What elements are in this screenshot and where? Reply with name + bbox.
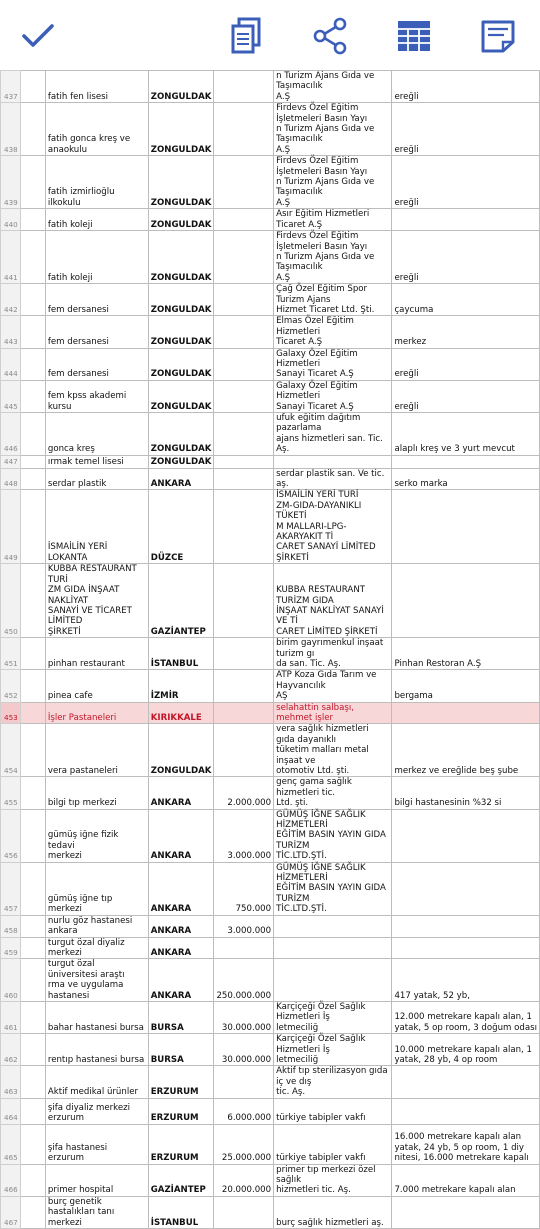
city-cell[interactable]: ERZURUM — [148, 1066, 214, 1098]
name-cell[interactable]: bahar hastanesi bursa — [45, 1001, 148, 1033]
amount-cell[interactable]: 30.000.000 — [214, 1001, 274, 1033]
note-cell[interactable]: 16.000 metrekare kapalı alan yatak, 24 yb, 5 op room, 1 diy nitesi, 16.000 metrekare kapalı — [392, 1124, 540, 1164]
row-number[interactable]: 459 — [1, 937, 21, 959]
empty-cell[interactable] — [20, 724, 45, 777]
table-row[interactable] — [1, 702, 540, 724]
company-cell[interactable]: vera sağlık hizmetleri gıda dayanıklı tüketim malları metal inşaat ve otomotiv Ltd. şti. — [274, 724, 392, 777]
amount-cell[interactable] — [214, 1196, 274, 1228]
table-row[interactable] — [1, 455, 540, 468]
row-number[interactable]: 439 — [1, 156, 21, 209]
empty-cell[interactable] — [20, 316, 45, 348]
city-cell[interactable]: GAZİANTEP — [148, 564, 214, 638]
city-cell[interactable]: ZONGULDAK — [148, 71, 214, 103]
name-cell[interactable]: fatih izmirlioğlu ilkokulu — [45, 156, 148, 209]
empty-cell[interactable] — [20, 231, 45, 284]
amount-cell[interactable] — [214, 702, 274, 724]
row-number[interactable]: 443 — [1, 316, 21, 348]
amount-cell[interactable] — [214, 413, 274, 456]
toolbar — [0, 0, 540, 70]
row-number[interactable]: 449 — [1, 490, 21, 564]
note-cell[interactable]: ereğli — [392, 380, 540, 412]
amount-cell[interactable] — [214, 284, 274, 316]
row-number[interactable]: 458 — [1, 915, 21, 937]
row-number[interactable]: 463 — [1, 1066, 21, 1098]
row-number[interactable]: 465 — [1, 1124, 21, 1164]
city-cell[interactable]: ANKARA — [148, 809, 214, 862]
company-cell[interactable]: ATP Koza Gıda Tarım ve Hayvancılık AŞ — [274, 670, 392, 702]
name-cell[interactable]: primer hospital — [45, 1164, 148, 1196]
company-cell[interactable]: Karçiçeği Özel Sağlık Hizmetleri İş letmeciliğ — [274, 1001, 392, 1033]
empty-cell[interactable] — [20, 670, 45, 702]
table-row[interactable] — [1, 959, 540, 1002]
amount-cell[interactable]: 750.000 — [214, 862, 274, 915]
row-number[interactable]: 457 — [1, 862, 21, 915]
city-cell[interactable]: KIRIKKALE — [148, 702, 214, 724]
row-number[interactable]: 451 — [1, 638, 21, 670]
note-cell[interactable] — [392, 1066, 540, 1098]
city-cell[interactable]: GAZİANTEP — [148, 1164, 214, 1196]
amount-cell[interactable]: 6.000.000 — [214, 1098, 274, 1124]
note-icon — [480, 18, 516, 54]
row-number[interactable]: 461 — [1, 1001, 21, 1033]
spreadsheet-grid[interactable] — [0, 70, 540, 1228]
name-cell[interactable]: turgut özal diyaliz merkezi — [45, 937, 148, 959]
empty-cell[interactable] — [20, 103, 45, 156]
row-number[interactable]: 455 — [1, 777, 21, 809]
company-cell[interactable]: Karçiçeği Özel Sağlık Hizmetleri İş letmeciliğ — [274, 1034, 392, 1066]
note-cell[interactable]: merkez — [392, 316, 540, 348]
row-number[interactable]: 442 — [1, 284, 21, 316]
empty-cell[interactable] — [20, 1066, 45, 1098]
name-cell[interactable]: nurlu göz hastanesi ankara — [45, 915, 148, 937]
name-cell[interactable]: şifa hastanesi erzurum — [45, 1124, 148, 1164]
name-cell[interactable]: fatih koleji — [45, 231, 148, 284]
name-cell[interactable]: vera pastaneleri — [45, 724, 148, 777]
table-row[interactable] — [1, 284, 540, 316]
company-cell[interactable]: genç gama sağlık hizmetleri tic. Ltd. şti. — [274, 777, 392, 809]
note-cell[interactable]: çaycuma — [392, 284, 540, 316]
note-cell[interactable] — [392, 809, 540, 862]
company-cell[interactable]: Galaxy Özel Eğitim Hizmetleri Sanayi Ticaret A.Ş — [274, 380, 392, 412]
city-cell[interactable]: ZONGULDAK — [148, 380, 214, 412]
row-number[interactable]: 453 — [1, 702, 21, 724]
empty-cell[interactable] — [20, 455, 45, 468]
table-row[interactable] — [1, 1164, 540, 1196]
table-row[interactable] — [1, 564, 540, 638]
city-cell[interactable]: ANKARA — [148, 862, 214, 915]
city-cell[interactable]: ANKARA — [148, 937, 214, 959]
amount-cell[interactable] — [214, 937, 274, 959]
note-cell[interactable] — [392, 564, 540, 638]
amount-cell[interactable] — [214, 670, 274, 702]
company-cell[interactable]: KUBBA RESTAURANT TURİZM GIDA İNŞAAT NAKLİYAT SANAYİ VE Tİ CARET LİMİTED ŞİRKETİ — [274, 564, 392, 638]
row-number[interactable]: 440 — [1, 209, 21, 231]
notes-button[interactable] — [478, 14, 518, 58]
note-cell[interactable] — [392, 209, 540, 231]
note-cell[interactable]: ereğli — [392, 231, 540, 284]
note-cell[interactable]: 417 yatak, 52 yb, — [392, 959, 540, 1002]
table-row[interactable] — [1, 777, 540, 809]
city-cell[interactable]: DÜZCE — [148, 490, 214, 564]
amount-cell[interactable] — [214, 455, 274, 468]
city-cell[interactable]: ZONGULDAK — [148, 231, 214, 284]
name-cell[interactable]: serdar plastik — [45, 468, 148, 490]
amount-cell[interactable]: 25.000.000 — [214, 1124, 274, 1164]
spreadsheet-icon — [396, 18, 432, 54]
checkmark-icon — [20, 21, 56, 51]
empty-cell[interactable] — [20, 380, 45, 412]
empty-cell[interactable] — [20, 1124, 45, 1164]
name-cell[interactable]: gümüş iğne tıp merkezi — [45, 862, 148, 915]
company-cell[interactable]: GÜMÜŞ İĞNE SAĞLIK HİZMETLERİ EĞİTİM BASIN YAYIN GIDA TURİZM TİC.LTD.ŞTİ. — [274, 862, 392, 915]
company-cell[interactable] — [274, 959, 392, 1002]
row-number[interactable]: 454 — [1, 724, 21, 777]
empty-cell[interactable] — [20, 1098, 45, 1124]
row-number[interactable]: 456 — [1, 809, 21, 862]
spreadsheet-button[interactable] — [394, 14, 434, 58]
amount-cell[interactable]: 3.000.000 — [214, 915, 274, 937]
company-cell[interactable] — [274, 915, 392, 937]
empty-cell[interactable] — [20, 156, 45, 209]
name-cell[interactable]: fatih koleji — [45, 209, 148, 231]
note-cell[interactable]: bilgi hastanesinin %32 si — [392, 777, 540, 809]
table-row[interactable] — [1, 209, 540, 231]
city-cell[interactable]: ZONGULDAK — [148, 455, 214, 468]
city-cell[interactable]: ZONGULDAK — [148, 284, 214, 316]
company-cell[interactable]: Çağ Özel Eğitim Spor Turizm Ajans Hizmet Ticaret Ltd. Şti. — [274, 284, 392, 316]
note-cell[interactable] — [392, 915, 540, 937]
row-number[interactable]: 466 — [1, 1164, 21, 1196]
table-row[interactable] — [1, 468, 540, 490]
table-row[interactable] — [1, 1066, 540, 1098]
name-cell[interactable]: pinea cafe — [45, 670, 148, 702]
note-cell[interactable]: Pinhan Restoran A.Ş — [392, 638, 540, 670]
empty-cell[interactable] — [20, 1164, 45, 1196]
empty-cell[interactable] — [20, 1196, 45, 1228]
row-number[interactable]: 452 — [1, 670, 21, 702]
table-row[interactable] — [1, 862, 540, 915]
amount-cell[interactable] — [214, 156, 274, 209]
empty-cell[interactable] — [20, 468, 45, 490]
company-cell[interactable]: primer tıp merkezi özel sağlık hizmetleri tic. Aş. — [274, 1164, 392, 1196]
table-row[interactable] — [1, 1034, 540, 1066]
table-row[interactable] — [1, 915, 540, 937]
table-row[interactable] — [1, 103, 540, 156]
empty-cell[interactable] — [20, 809, 45, 862]
company-cell[interactable]: türkiye tabipler vakfı — [274, 1124, 392, 1164]
note-cell[interactable]: ereğli — [392, 103, 540, 156]
row-number[interactable]: 462 — [1, 1034, 21, 1066]
name-cell[interactable]: rentıp hastanesi bursa — [45, 1034, 148, 1066]
note-cell[interactable] — [392, 937, 540, 959]
copy-icon — [229, 17, 263, 55]
empty-cell[interactable] — [20, 862, 45, 915]
amount-cell[interactable]: 2.000.000 — [214, 777, 274, 809]
company-cell[interactable]: GÜMÜŞ İĞNE SAĞLIK HİZMETLERİ EĞİTİM BASIN YAYIN GIDA TURİZM TİC.LTD.ŞTİ. — [274, 809, 392, 862]
amount-cell[interactable] — [214, 380, 274, 412]
table-row[interactable] — [1, 413, 540, 456]
row-number[interactable]: 445 — [1, 380, 21, 412]
city-cell[interactable]: İSTANBUL — [148, 638, 214, 670]
name-cell[interactable]: fatih fen lisesi — [45, 71, 148, 103]
table-row[interactable] — [1, 1196, 540, 1228]
row-number[interactable]: 448 — [1, 468, 21, 490]
empty-cell[interactable] — [20, 490, 45, 564]
city-cell[interactable]: ERZURUM — [148, 1098, 214, 1124]
empty-cell[interactable] — [20, 937, 45, 959]
city-cell[interactable]: ZONGULDAK — [148, 724, 214, 777]
name-cell[interactable]: fem dersanesi — [45, 316, 148, 348]
city-cell[interactable]: ZONGULDAK — [148, 316, 214, 348]
row-number[interactable]: 446 — [1, 413, 21, 456]
row-number[interactable]: 441 — [1, 231, 21, 284]
company-cell[interactable]: Firdevs Özel Eğitim İşletmeleri Basın Yayı n Turizm Ajans Gıda ve Taşımacılık A.Ş — [274, 103, 392, 156]
amount-cell[interactable] — [214, 209, 274, 231]
amount-cell[interactable]: 250.000.000 — [214, 959, 274, 1002]
company-cell[interactable]: serdar plastik san. Ve tic. aş. — [274, 468, 392, 490]
note-cell[interactable] — [392, 455, 540, 468]
table-row[interactable] — [1, 156, 540, 209]
note-cell[interactable] — [392, 490, 540, 564]
name-cell[interactable]: ırmak temel lisesi — [45, 455, 148, 468]
company-cell[interactable]: birim gayrımenkul inşaat turizm gı da san. Tic. Aş. — [274, 638, 392, 670]
company-cell[interactable]: Asır Eğitim Hizmetleri Ticaret A.Ş — [274, 209, 392, 231]
note-cell[interactable]: alaplı kreş ve 3 yurt mevcut — [392, 413, 540, 456]
table-row[interactable] — [1, 809, 540, 862]
name-cell[interactable]: fem dersanesi — [45, 348, 148, 380]
note-cell[interactable] — [392, 862, 540, 915]
amount-cell[interactable]: 30.000.000 — [214, 1034, 274, 1066]
note-cell[interactable] — [392, 1098, 540, 1124]
note-cell[interactable] — [392, 702, 540, 724]
city-cell[interactable]: BURSA — [148, 1034, 214, 1066]
name-cell[interactable]: şifa diyaliz merkezi erzurum — [45, 1098, 148, 1124]
name-cell[interactable]: İşler Pastaneleri — [45, 702, 148, 724]
company-cell[interactable]: Firdevs Özel Eğitim İşletmeleri Basın Yayı n Turizm Ajans Gıda ve Taşımacılık A.Ş — [274, 156, 392, 209]
name-cell[interactable]: fem dersanesi — [45, 284, 148, 316]
name-cell[interactable]: bilgi tıp merkezi — [45, 777, 148, 809]
company-cell[interactable]: Aktif tıp sterilizasyon gıda iç ve dış tic. Aş. — [274, 1066, 392, 1098]
company-cell[interactable]: türkiye tabipler vakfı — [274, 1098, 392, 1124]
note-cell[interactable]: 10.000 metrekare kapalı alan, 1 yatak, 28 yb, 4 op room — [392, 1034, 540, 1066]
table-row[interactable] — [1, 380, 540, 412]
city-cell[interactable]: ZONGULDAK — [148, 156, 214, 209]
done-button[interactable] — [18, 14, 58, 58]
empty-cell[interactable] — [20, 413, 45, 456]
name-cell[interactable]: fem kpss akademi kursu — [45, 380, 148, 412]
row-number[interactable]: 444 — [1, 348, 21, 380]
table-row[interactable] — [1, 348, 540, 380]
company-cell[interactable] — [274, 455, 392, 468]
table-row[interactable] — [1, 316, 540, 348]
amount-cell[interactable] — [214, 103, 274, 156]
city-cell[interactable]: İSTANBUL — [148, 1196, 214, 1228]
city-cell[interactable]: ANKARA — [148, 468, 214, 490]
name-cell[interactable]: pinhan restaurant — [45, 638, 148, 670]
city-cell[interactable]: ZONGULDAK — [148, 209, 214, 231]
table-row[interactable] — [1, 670, 540, 702]
company-cell[interactable]: n Turizm Ajans Gıda ve Taşımacılık A.Ş — [274, 71, 392, 103]
name-cell[interactable]: gümüş iğne fizik tedavi merkezi — [45, 809, 148, 862]
company-cell[interactable]: İSMAİLİN YERİ TURİ ZM-GIDA-DAYANIKLI TÜKETİ M MALLARI-LPG-AKARYAKIT Tİ CARET SANAYİ LİMİTED ŞİRKETİ — [274, 490, 392, 564]
empty-cell[interactable] — [20, 915, 45, 937]
note-cell[interactable]: ereğli — [392, 156, 540, 209]
amount-cell[interactable]: 20.000.000 — [214, 1164, 274, 1196]
note-cell[interactable]: bergama — [392, 670, 540, 702]
city-cell[interactable]: ZONGULDAK — [148, 348, 214, 380]
copy-button[interactable] — [226, 14, 266, 58]
data-table — [0, 70, 540, 1229]
city-cell[interactable]: ZONGULDAK — [148, 103, 214, 156]
note-cell[interactable]: 12.000 metrekare kapalı alan, 1 yatak, 5 op room, 3 doğum odası — [392, 1001, 540, 1033]
table-row[interactable] — [1, 490, 540, 564]
row-number[interactable]: 464 — [1, 1098, 21, 1124]
company-cell[interactable]: Galaxy Özel Eğitim Hizmetleri Sanayi Ticaret A.Ş — [274, 348, 392, 380]
note-cell[interactable]: 7.000 metrekare kapalı alan — [392, 1164, 540, 1196]
table-row[interactable] — [1, 638, 540, 670]
city-cell[interactable]: ANKARA — [148, 959, 214, 1002]
note-cell[interactable] — [392, 1196, 540, 1228]
amount-cell[interactable] — [214, 316, 274, 348]
city-cell[interactable]: ERZURUM — [148, 1124, 214, 1164]
amount-cell[interactable] — [214, 564, 274, 638]
company-cell[interactable]: selahattin salbaşı, mehmet işler — [274, 702, 392, 724]
note-cell[interactable]: ereğli — [392, 348, 540, 380]
row-number[interactable]: 467 — [1, 1196, 21, 1228]
amount-cell[interactable] — [214, 638, 274, 670]
name-cell[interactable]: İSMAİLİN YERİ LOKANTA — [45, 490, 148, 564]
row-number[interactable]: 447 — [1, 455, 21, 468]
empty-cell[interactable] — [20, 777, 45, 809]
row-number[interactable]: 460 — [1, 959, 21, 1002]
share-button[interactable] — [310, 14, 350, 58]
empty-cell[interactable] — [20, 959, 45, 1002]
name-cell[interactable]: Aktif medikal ürünler — [45, 1066, 148, 1098]
empty-cell[interactable] — [20, 564, 45, 638]
name-cell[interactable]: KUBBA RESTAURANT TURİ ZM GIDA İNŞAAT NAKLİYAT SANAYİ VE TİCARET LİMİTED ŞİRKETİ — [45, 564, 148, 638]
share-icon — [311, 17, 349, 55]
amount-cell[interactable]: 3.000.000 — [214, 809, 274, 862]
empty-cell[interactable] — [20, 209, 45, 231]
name-cell[interactable]: turgut özal üniversitesi araştı rma ve uygulama hastanesi — [45, 959, 148, 1002]
table-row[interactable] — [1, 231, 540, 284]
name-cell[interactable]: gonca kreş — [45, 413, 148, 456]
city-cell[interactable]: ANKARA — [148, 777, 214, 809]
empty-cell[interactable] — [20, 1001, 45, 1033]
empty-cell[interactable] — [20, 1034, 45, 1066]
row-number[interactable]: 450 — [1, 564, 21, 638]
note-cell[interactable]: serko marka — [392, 468, 540, 490]
company-cell[interactable]: Elmas Özel Eğitim Hizmetleri Ticaret A.Ş — [274, 316, 392, 348]
city-cell[interactable]: ZONGULDAK — [148, 413, 214, 456]
empty-cell[interactable] — [20, 638, 45, 670]
empty-cell[interactable] — [20, 71, 45, 103]
company-cell[interactable] — [274, 937, 392, 959]
table-row[interactable] — [1, 1098, 540, 1124]
table-row[interactable] — [1, 937, 540, 959]
city-cell[interactable]: İZMİR — [148, 670, 214, 702]
table-row[interactable] — [1, 1124, 540, 1164]
city-cell[interactable]: ANKARA — [148, 915, 214, 937]
table-row[interactable] — [1, 724, 540, 777]
empty-cell[interactable] — [20, 284, 45, 316]
table-row[interactable] — [1, 1001, 540, 1033]
city-cell[interactable]: BURSA — [148, 1001, 214, 1033]
amount-cell[interactable] — [214, 490, 274, 564]
company-cell[interactable]: Firdevs Özel Eğitim İşletmeleri Basın Yayı n Turizm Ajans Gıda ve Taşımacılık A.Ş — [274, 231, 392, 284]
table-row[interactable] — [1, 71, 540, 103]
note-cell[interactable]: ereğli — [392, 71, 540, 103]
amount-cell[interactable] — [214, 1066, 274, 1098]
amount-cell[interactable] — [214, 71, 274, 103]
amount-cell[interactable] — [214, 231, 274, 284]
company-cell[interactable]: ufuk eğitim dağıtım pazarlama ajans hizmetleri san. Tic. Aş. — [274, 413, 392, 456]
amount-cell[interactable] — [214, 348, 274, 380]
row-number[interactable]: 438 — [1, 103, 21, 156]
amount-cell[interactable] — [214, 468, 274, 490]
empty-cell[interactable] — [20, 348, 45, 380]
empty-cell[interactable] — [20, 702, 45, 724]
note-cell[interactable]: merkez ve ereğlide beş şube — [392, 724, 540, 777]
name-cell[interactable]: burç genetik hastalıkları tanı merkezi — [45, 1196, 148, 1228]
company-cell[interactable]: burç sağlık hizmetleri aş. — [274, 1196, 392, 1228]
amount-cell[interactable] — [214, 724, 274, 777]
name-cell[interactable]: fatih gonca kreş ve anaokulu — [45, 103, 148, 156]
row-number[interactable]: 437 — [1, 71, 21, 103]
